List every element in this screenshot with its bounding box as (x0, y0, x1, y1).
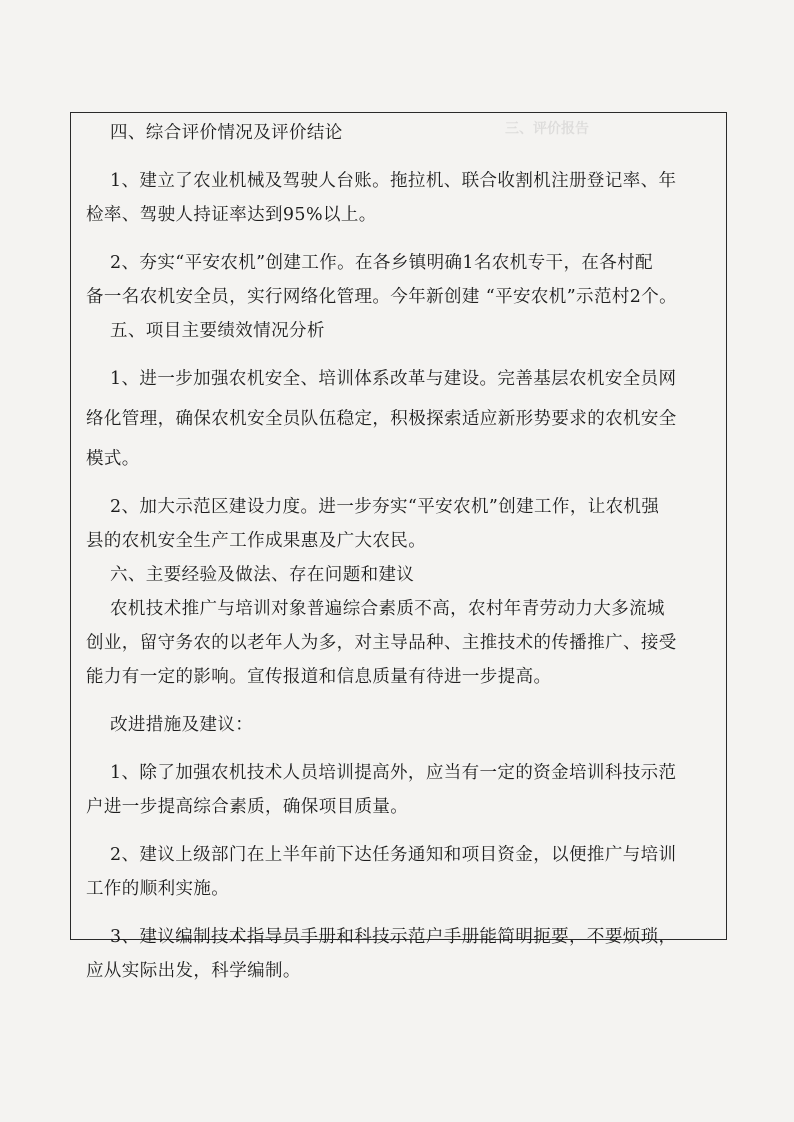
section-5-heading: 五、项目主要绩效情况分析 (110, 321, 325, 341)
section-6-para-line-3: 能力有一定的影响。宣传报道和信息质量有待进一步提高。 (86, 667, 552, 687)
section-4 (86, 116, 720, 314)
document-body (86, 116, 720, 988)
measures-heading: 改进措施及建议： (110, 715, 254, 735)
measure-3-line-1: 3、建议编制技术指导员手册和科技示范户手册能简明扼要，不要烦琐， (110, 927, 677, 947)
section-6-heading: 六、主要经验及做法、存在问题和建议 (110, 565, 415, 585)
section-4-item-1-line-2: 检率、驾驶人持证率达到95%以上。 (86, 205, 377, 225)
section-6-para-line-1: 农机技术推广与培训对象普遍综合素质不高，农村年青劳动力大多流城 (110, 599, 665, 619)
section-4-heading: 四、综合评价情况及评价结论 (110, 123, 343, 143)
measure-2-line-2: 工作的顺利实施。 (86, 879, 230, 899)
section-6-para-line-2: 创业，留守务农的以老年人为多，对主导品种、主推技术的传播推广、接受 (86, 633, 677, 653)
bleed-through-texture: 三、评价报告 (505, 121, 589, 137)
measure-2-line-1: 2、建议上级部门在上半年前下达任务通知和项目资金，以便推广与培训 (110, 845, 677, 865)
section-5-item-2-line-2: 县的农机安全生产工作成果惠及广大农民。 (86, 531, 427, 551)
section-5 (86, 314, 720, 558)
section-4-item-1-line-1: 1、建立了农业机械及驾驶人台账。拖拉机、联合收割机注册登记率、年 (110, 171, 677, 191)
measure-3-line-2: 应从实际出发，科学编制。 (86, 961, 301, 981)
section-5-item-2-line-1: 2、加大示范区建设力度。进一步夯实“平安农机”创建工作，让农机强 (110, 497, 660, 517)
section-5-item-1-line-2: 络化管理，确保农机安全员队伍稳定，积极探索适应新形势要求的农机安全 (86, 409, 677, 429)
measure-1-line-2: 户进一步提高综合素质，确保项目质量。 (86, 797, 409, 817)
measure-1-line-1: 1、除了加强农机技术人员培训提高外，应当有一定的资金培训科技示范 (110, 763, 677, 783)
section-5-item-1-line-1: 1、进一步加强农机安全、培训体系改革与建设。完善基层农机安全员网 (110, 369, 677, 389)
section-5-item-1-line-3: 模式。 (86, 449, 140, 469)
section-4-item-2-line-2: 备一名农机安全员，实行网络化管理。今年新创建 “平安农机”示范村2个。 (86, 287, 678, 307)
section-6 (86, 558, 720, 988)
section-4-item-2-line-1: 2、夯实“平安农机”创建工作。在各乡镇明确1名农机专干，在各村配 (110, 253, 653, 273)
